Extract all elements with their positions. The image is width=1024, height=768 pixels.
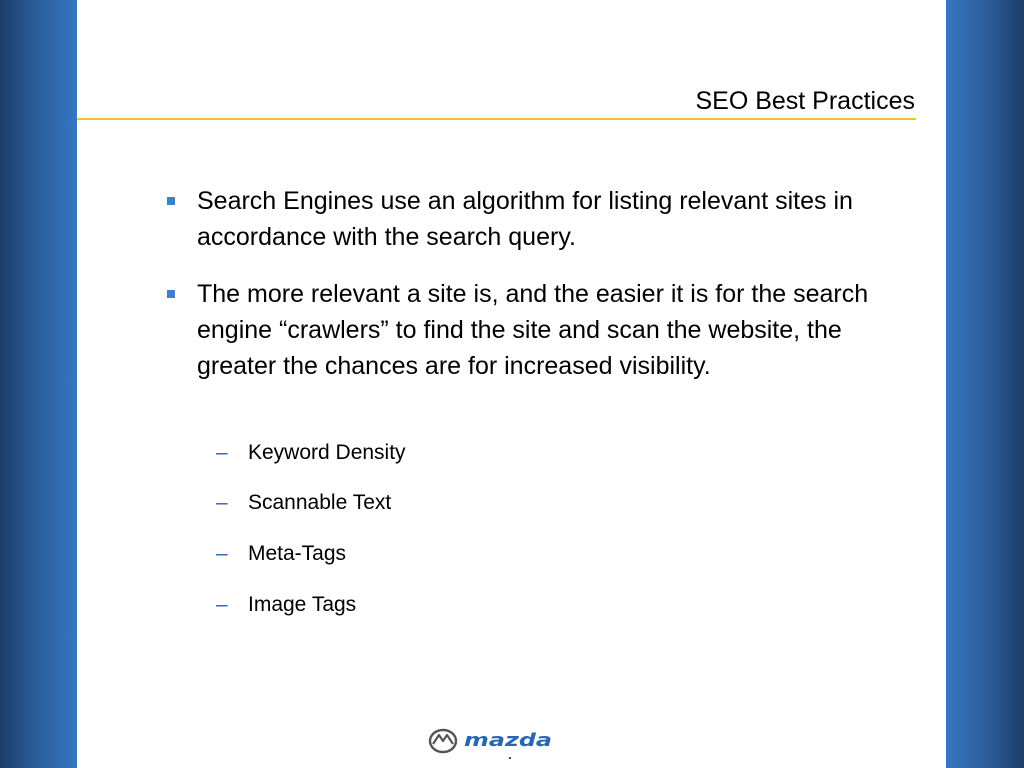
left-side-bar xyxy=(0,0,77,768)
square-bullet-icon xyxy=(167,290,175,298)
sub-bullet-text: Image Tags xyxy=(248,593,357,616)
sub-bullet-text: Keyword Density xyxy=(248,441,406,464)
bullet-item xyxy=(197,183,887,255)
bullet-text: Search Engines use an algorithm for listing relevant sites in accordance with the search query. xyxy=(197,187,853,251)
title-divider xyxy=(77,118,916,120)
dash-bullet-icon: – xyxy=(216,542,228,565)
bullet-text: The more relevant a site is, and the easier it is for the search engine “crawlers” to find the site and scan the website, the greater the chances are for increased visibility. xyxy=(197,280,869,380)
dash-bullet-icon: – xyxy=(216,491,228,514)
dash-bullet-icon: – xyxy=(216,593,228,616)
square-bullet-icon xyxy=(167,197,175,205)
svg-text:mazda: mazda xyxy=(464,730,552,750)
mazda-logo xyxy=(428,728,554,756)
mazda-wordmark-icon xyxy=(464,730,554,750)
sub-bullet-item xyxy=(216,440,406,466)
sub-bullet-item xyxy=(216,490,392,516)
mazda-emblem-icon xyxy=(428,728,458,754)
slide-title: SEO Best Practices xyxy=(695,87,915,115)
sub-bullet-text: Scannable Text xyxy=(248,491,392,514)
footer-dot xyxy=(509,757,511,759)
bullet-item xyxy=(197,276,887,384)
sub-bullet-item xyxy=(216,592,357,618)
right-side-bar xyxy=(946,0,1024,768)
sub-bullet-item xyxy=(216,541,347,567)
sub-bullet-text: Meta-Tags xyxy=(248,542,347,565)
dash-bullet-icon: – xyxy=(216,441,228,464)
